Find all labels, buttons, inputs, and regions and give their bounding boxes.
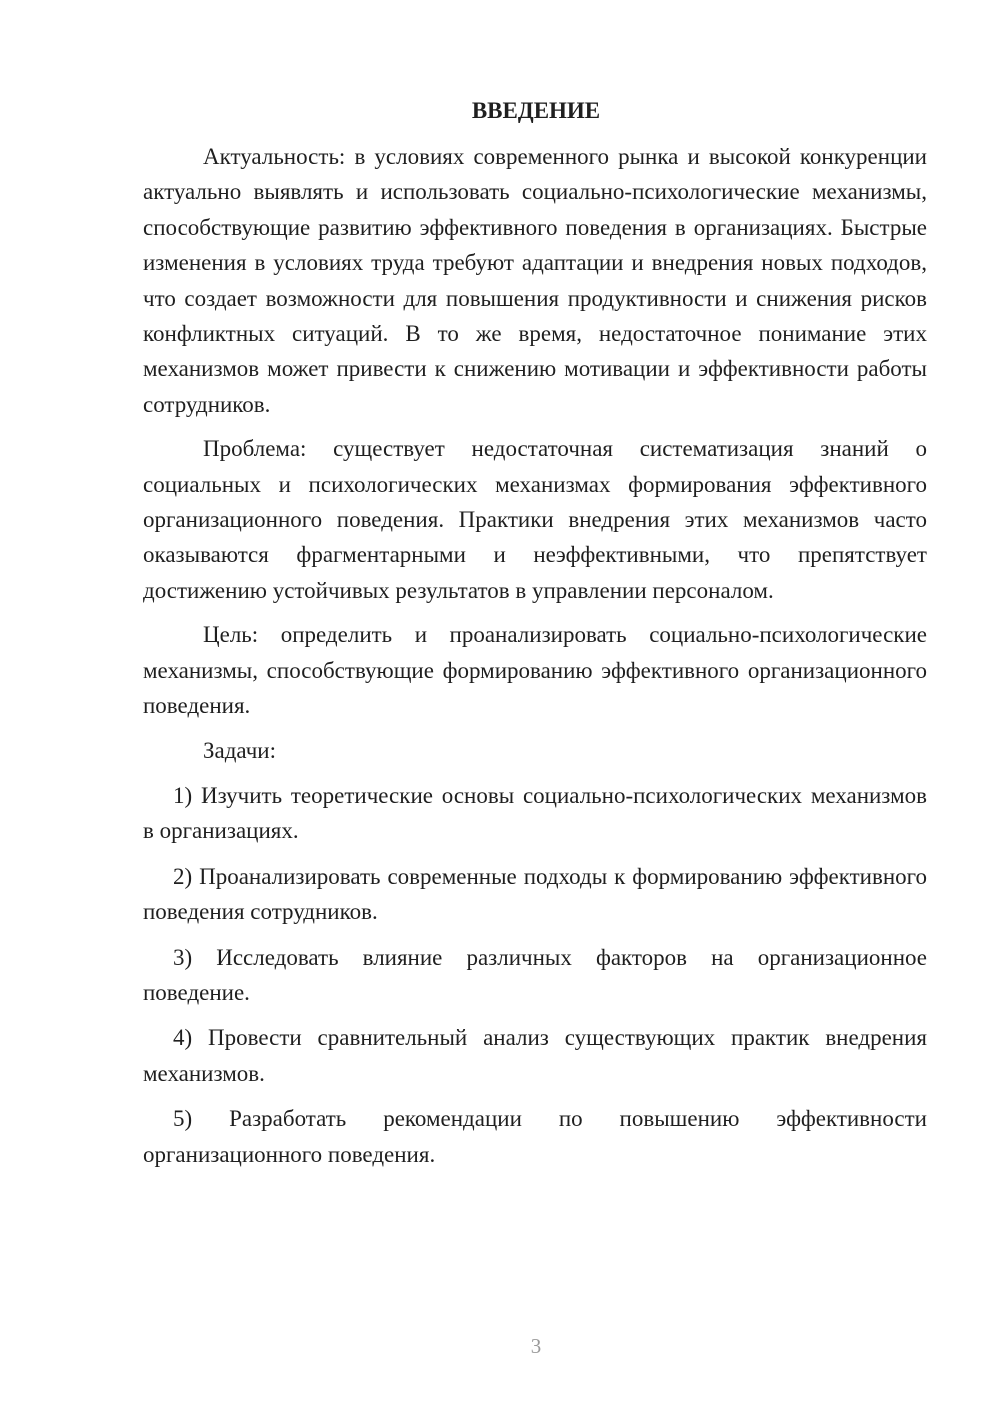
paragraph-goal: Цель: определить и проанализировать социально-психологические механизмы, способствующие формированию эффективного организационного поведения. [143, 622, 927, 719]
tasks-label: Задачи: [203, 737, 276, 763]
page-body [143, 93, 927, 1172]
page-number: 3 [530, 1334, 542, 1358]
paragraph-problem: Проблема: существует недостаточная систематизация знаний о социальных и психологических механизмах формирования эффективного организационного поведения. Практики внедрения этих механизмов часто оказываются фрагментарными и неэффективными, что препятствует достижению устойчивых результатов в управлении персоналом. [143, 436, 927, 603]
task-item-4: 4) Провести сравнительный анализ существующих практик внедрения механизмов. [143, 1025, 927, 1086]
section-heading: ВВЕДЕНИЕ [471, 98, 601, 123]
paragraph-relevance: Актуальность: в условиях современного рынка и высокой конкуренции актуально выявлять и использовать социально-психологические механизмы, способствующие развитию эффективного поведения в организациях. Быстрые изменения в условиях труда требуют адаптации и внедрения новых подходов, что создает возможности для повышения продуктивности и снижения рисков конфликтных ситуаций. В то же время, недостаточное понимание этих механизмов может привести к снижению мотивации и эффективности работы сотрудников. [143, 144, 927, 417]
task-item-3: 3) Исследовать влияние различных факторов на организационное поведение. [143, 944, 927, 1005]
task-item-1: 1) Изучить теоретические основы социально-психологических механизмов в организациях. [143, 782, 927, 844]
task-item-5: 5) Разработать рекомендации по повышению эффективности организационного поведения. [143, 1106, 927, 1167]
task-item-2: 2) Проанализировать современные подходы к формированию эффективного поведения сотрудников. [143, 863, 927, 925]
